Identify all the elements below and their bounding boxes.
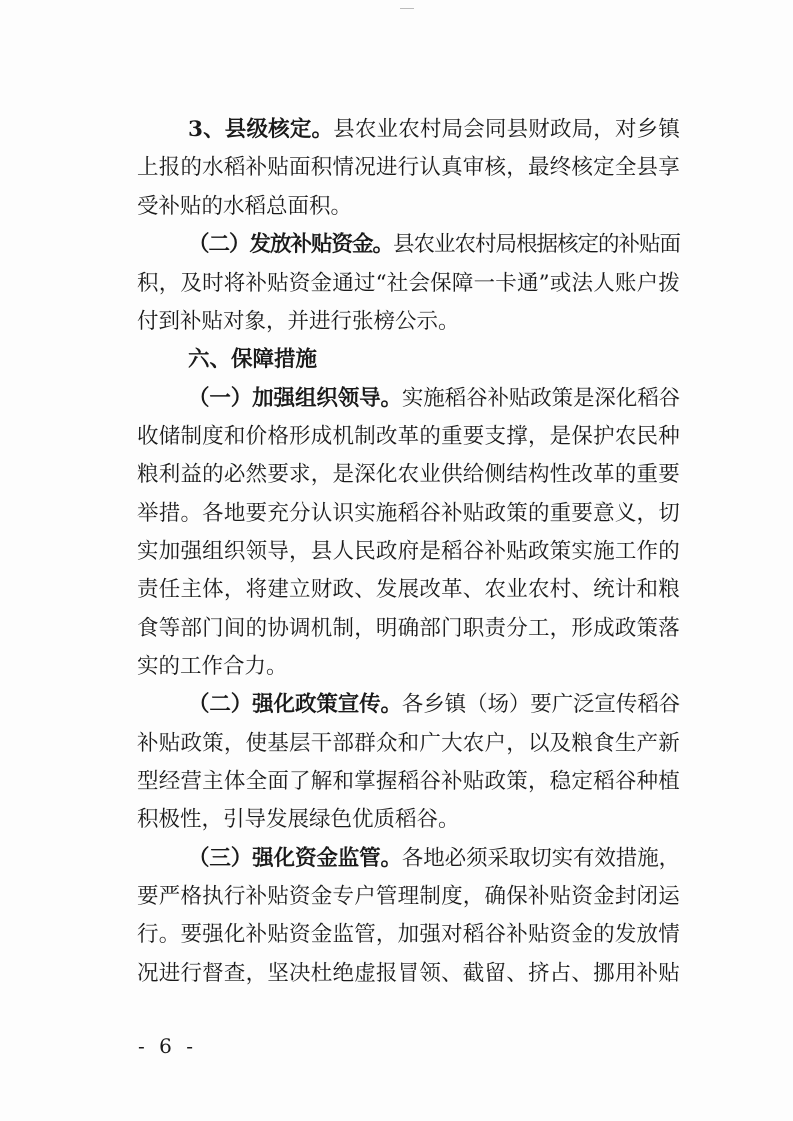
line-text: 积，及时将补贴资金通过“社会保障一卡通”或法人账户拨 (137, 271, 680, 296)
bold-heading: （三）强化资金监管。 (188, 846, 402, 871)
text-line-content (137, 923, 680, 947)
text-line-content (137, 655, 288, 679)
text-line (188, 118, 680, 142)
line-text: 积极性，引导发展绿色优质稻谷。 (137, 807, 460, 832)
line-text: 各乡镇（场）要广泛宣传稻谷 (401, 692, 680, 717)
text-line (188, 693, 680, 717)
text-line-content (137, 540, 680, 564)
text-line-content (137, 463, 680, 487)
text-line (137, 425, 680, 449)
line-text: 粮利益的必然要求，是深化农业供给侧结构性改革的重要 (137, 462, 680, 487)
text-line (137, 272, 680, 296)
line-text: 况进行督查，坚决杜绝虚报冒领、截留、挤占、挪用补贴 (137, 961, 680, 986)
bold-heading: 3、县级核定。 (188, 117, 334, 142)
line-text: 上报的水稻补贴面积情况进行认真审核，最终核定全县享 (137, 155, 680, 180)
text-line (188, 348, 680, 372)
line-text: 责任主体，将建立财政、发展改革、农业农村、统计和粮 (137, 577, 680, 602)
text-line-content (137, 732, 680, 756)
text-line-content (188, 387, 680, 411)
line-text: 受补贴的水稻总面积。 (137, 194, 353, 219)
text-line-content (137, 885, 680, 909)
line-text: 实的工作合力。 (137, 654, 288, 679)
text-line (188, 233, 680, 257)
text-line (137, 310, 680, 334)
text-line (137, 808, 680, 832)
bold-heading: （二）强化政策宣传。 (188, 692, 402, 717)
text-line-content (137, 808, 460, 832)
line-text: 行。要强化补贴资金监管，加强对稻谷补贴资金的发放情 (137, 922, 680, 947)
line-text: 举措。各地要充分认识实施稻谷补贴政策的重要意义，切 (137, 501, 680, 526)
text-line-content (137, 770, 680, 794)
line-text: 型经营主体全面了解和掌握稻谷补贴政策，稳定稻谷种植 (137, 769, 680, 794)
text-line (137, 962, 680, 986)
bold-heading: （一）加强组织领导。 (188, 386, 402, 411)
text-line (137, 540, 680, 564)
text-line (137, 770, 680, 794)
line-text: 付到补贴对象，并进行张榜公示。 (137, 309, 460, 334)
text-line (137, 195, 680, 219)
text-line (137, 655, 680, 679)
text-line (188, 847, 680, 871)
line-text: 实施稻谷补贴政策是深化稻谷 (401, 386, 680, 411)
text-line-content (137, 502, 680, 526)
text-line-content (137, 578, 680, 602)
line-text: 补贴政策，使基层干部群众和广大农户，以及粮食生产新 (137, 731, 680, 756)
text-line-content (188, 847, 680, 871)
text-line (137, 732, 680, 756)
text-line (137, 502, 680, 526)
text-line-content (137, 617, 680, 641)
line-text: 食等部门间的协调机制，明确部门职责分工，形成政策落 (137, 616, 680, 641)
text-line-content (188, 118, 680, 142)
text-line (137, 156, 680, 180)
line-text: 各地必须采取切实有效措施， (401, 846, 680, 871)
text-line-content (137, 962, 680, 986)
text-line (137, 463, 680, 487)
line-text: 收储制度和价格形成机制改革的重要支撑，是保护农民种 (137, 424, 680, 449)
line-text: 县农业农村局会同县财政局，对乡镇 (333, 117, 680, 142)
text-line-content (137, 272, 680, 296)
text-line-content (188, 233, 680, 257)
text-line (137, 617, 680, 641)
line-text: 实加强组织领导，县人民政府是稻谷补贴政策实施工作的 (137, 539, 680, 564)
bold-heading: 六、保障措施 (188, 347, 318, 372)
text-line (137, 923, 680, 947)
text-line-content (137, 156, 680, 180)
text-line-content (137, 310, 460, 334)
text-line (188, 387, 680, 411)
text-line-content (137, 195, 352, 219)
text-line (137, 885, 680, 909)
page-number: - 6 - (138, 1034, 197, 1058)
line-text: 县农业农村局根据核定的补贴面 (393, 232, 680, 257)
text-line-content (188, 693, 680, 717)
scan-mark (400, 8, 414, 9)
bold-heading: （二）发放补贴资金。 (188, 232, 393, 257)
line-text: 要严格执行补贴资金专户管理制度，确保补贴资金封闭运 (137, 884, 680, 909)
text-line-content (188, 348, 317, 372)
text-line (137, 578, 680, 602)
text-line-content (137, 425, 680, 449)
